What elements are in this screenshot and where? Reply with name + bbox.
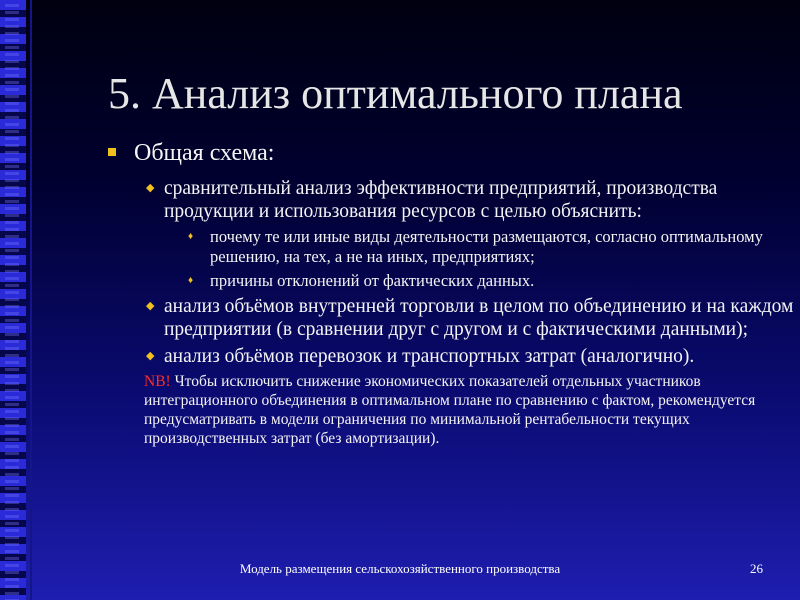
diamond-bullet-icon: ◆ <box>146 300 155 312</box>
left-divider <box>30 0 32 600</box>
list-item-text: анализ объёмов перевозок и транспортных затрат (аналогично). <box>164 346 695 367</box>
main-bullet-text: Общая схема: <box>134 140 275 166</box>
list-item-text: сравнительный анализ эффективности предприятий, производства продукции и использования ресурсов с целью объяснить: <box>164 178 718 222</box>
sub-list-item-text: почему те или иные виды деятельности размещаются, согласно оптимальному решению, на тех, а не на иных, предприятиях; <box>210 227 763 266</box>
list-item-text: анализ объёмов внутренней торговли в целом по объединению и на каждом предприятии (в сравнении друг с другом и с фактическими данными); <box>164 296 794 340</box>
main-bullet <box>108 140 798 167</box>
slide-title: 5. Анализ оптимального плана <box>108 69 683 118</box>
slide-footer: Модель размещения сельскохозяйственного производства <box>239 561 561 576</box>
diamond-bullet-icon: ♦ <box>188 231 194 242</box>
nb-label: NB! <box>144 373 171 390</box>
nb-text: Чтобы исключить снижение экономических показателей отдельных участников интеграционного объединения в оптимальном плане по сравнению с фактом, рекомендуется предусматривать в модели ограничения по минимальной рентабельности текущих производственных затрат (без амортизации). <box>144 373 756 447</box>
nb-note <box>144 372 799 448</box>
diamond-bullet-icon: ♦ <box>188 275 194 286</box>
page-number: 26 <box>750 561 763 576</box>
sub-list-item <box>188 271 798 291</box>
list-item <box>146 177 798 223</box>
filmstrip-decoration <box>0 0 26 600</box>
diamond-bullet-icon: ◆ <box>146 350 155 362</box>
list-item <box>146 295 798 341</box>
sub-list-item-text: причины отклонений от фактических данных. <box>210 271 535 290</box>
diamond-bullet-icon: ◆ <box>146 182 155 194</box>
slide-content <box>108 140 798 448</box>
square-bullet-icon <box>108 148 116 156</box>
sub-list-item <box>188 227 798 267</box>
list-item <box>146 345 798 368</box>
